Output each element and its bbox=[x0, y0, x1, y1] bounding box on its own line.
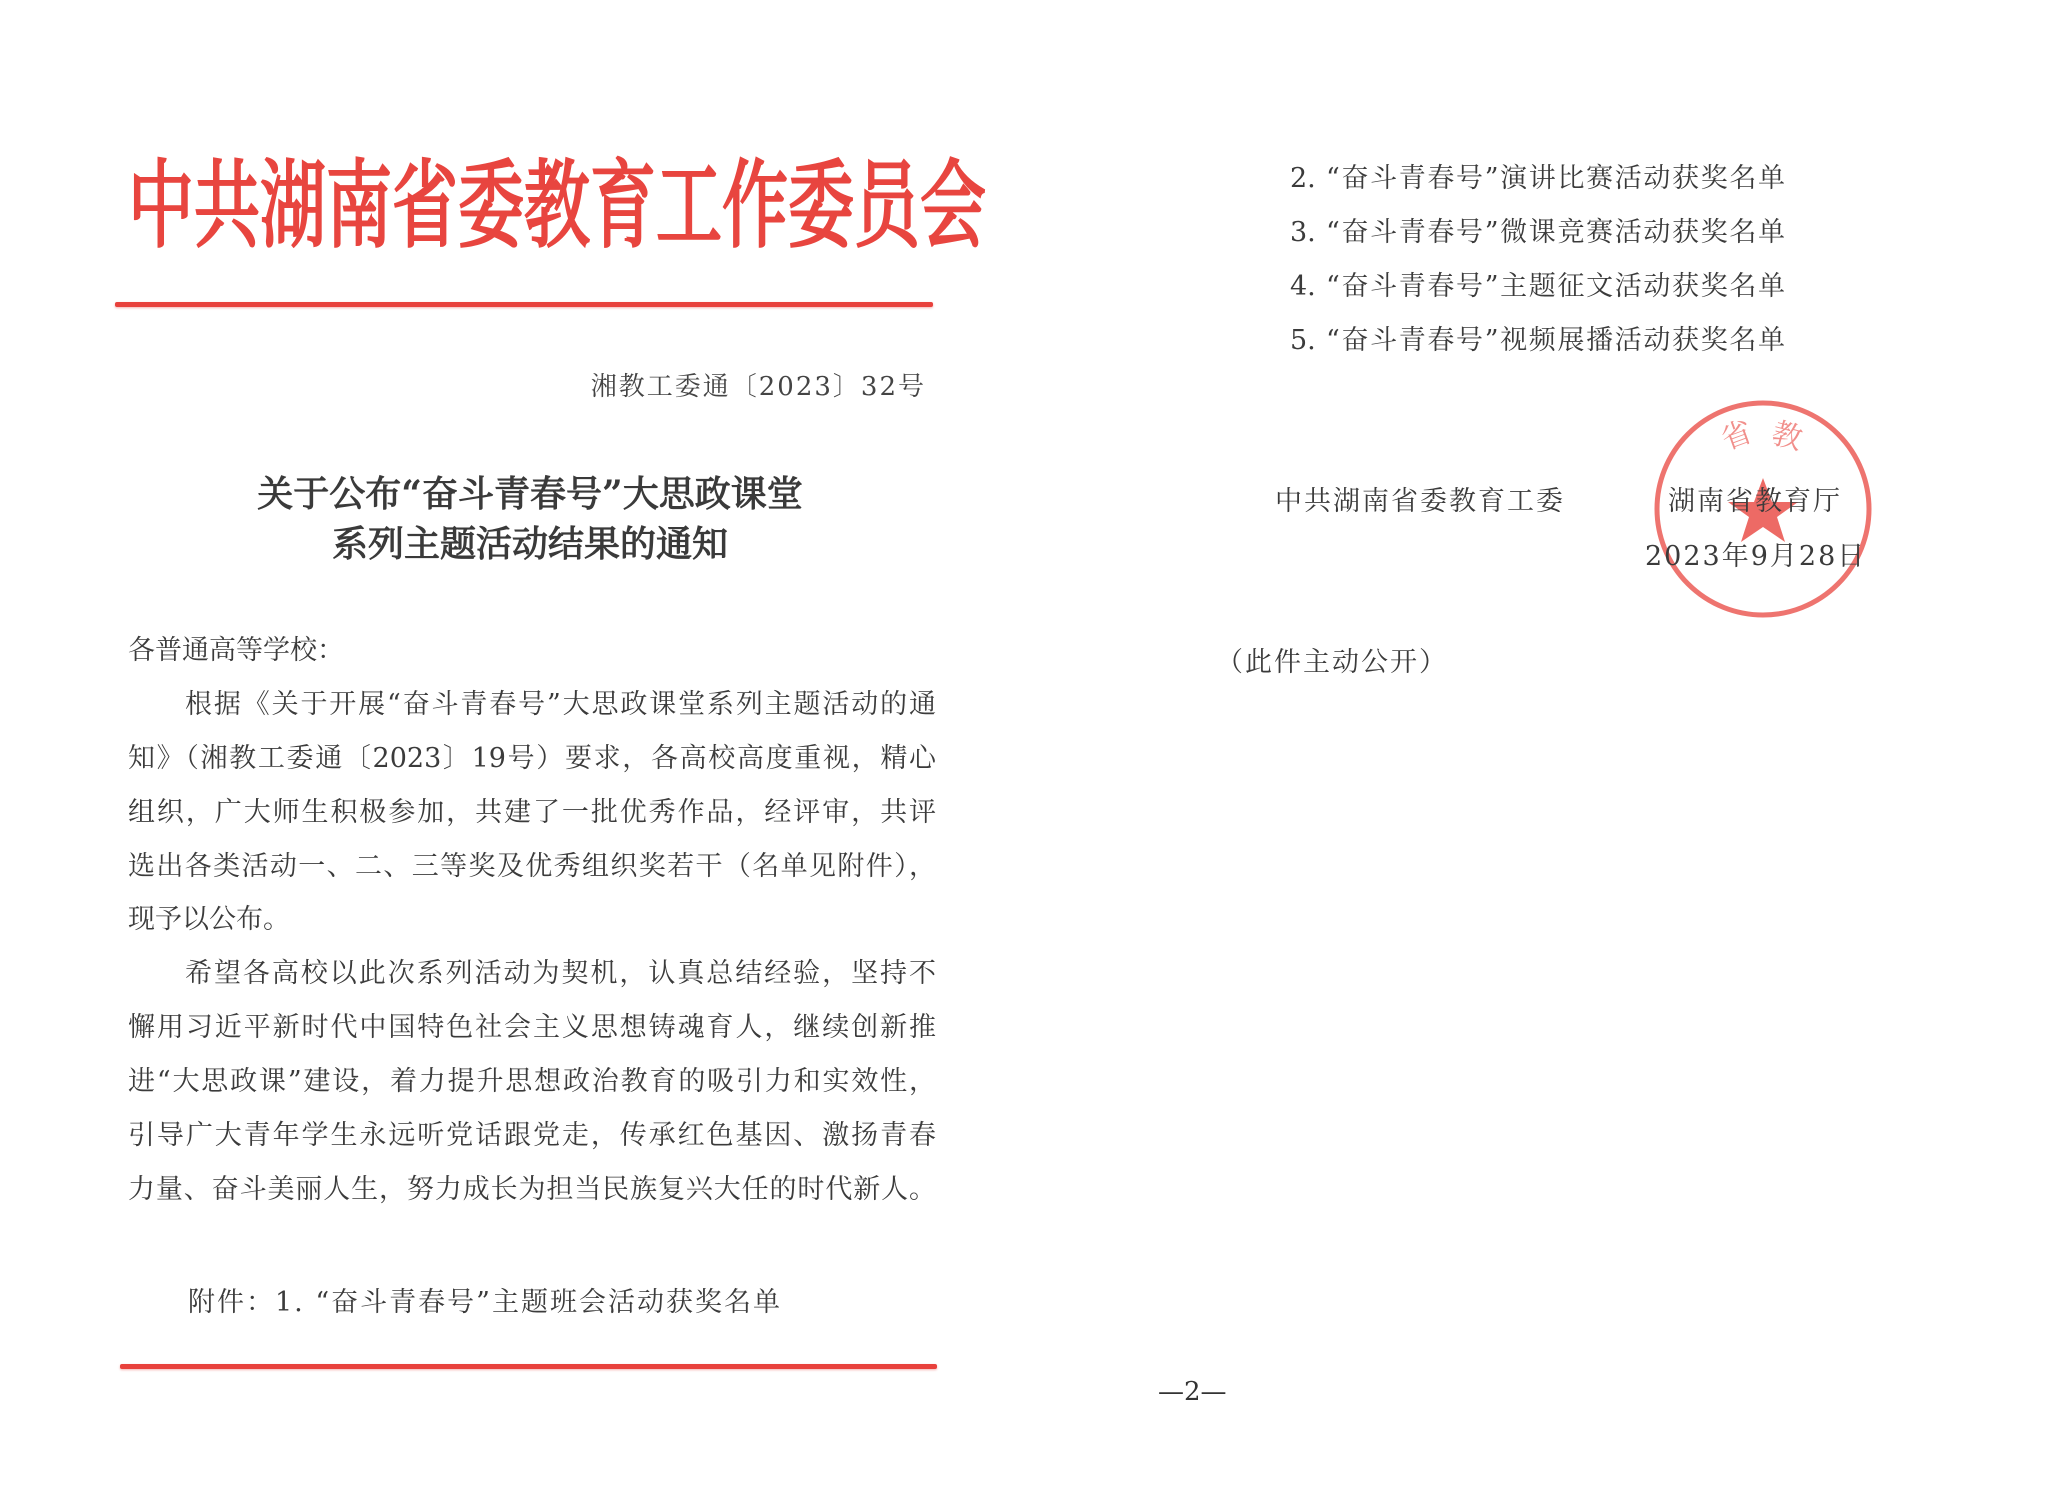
signature-right-org: 湖南省教育厅 bbox=[1668, 486, 1842, 517]
disclosure-note: （此件主动公开） bbox=[1216, 647, 1448, 678]
document-title-line-2: 系列主题活动结果的通知 bbox=[331, 523, 728, 565]
body-line: 懈用习近平新时代中国特色社会主义思想铸魂育人，继续创新推 bbox=[128, 1012, 936, 1043]
signature-left-org: 中共湖南省委教育工委 bbox=[1275, 486, 1565, 517]
body-line: 根据《关于开展“奋斗青春号”大思政课堂系列主题活动的通 bbox=[185, 689, 936, 720]
page-number: —2— bbox=[1158, 1377, 1227, 1407]
document-title-line-1: 关于公布“奋斗青春号”大思政课堂 bbox=[257, 473, 803, 515]
header-red-rule bbox=[115, 302, 933, 307]
attachment-item: 1. “奋斗青春号”主题班会活动获奖名单 bbox=[275, 1287, 782, 1318]
body-line: 知》（湘教工委通〔2023〕19号）要求，各高校高度重视，精心 bbox=[128, 743, 936, 774]
attachment-item: 4. “奋斗青春号”主题征文活动获奖名单 bbox=[1290, 271, 1785, 302]
body-line: 选出各类活动一、二、三等奖及优秀组织奖若干（名单见附件）， bbox=[128, 851, 936, 882]
attachment-item: 3. “奋斗青春号”微课竞赛活动获奖名单 bbox=[1290, 217, 1785, 248]
body-line: 力量、奋斗美丽人生，努力成长为担当民族复兴大任的时代新人。 bbox=[128, 1174, 936, 1205]
signature-date: 2023年9月28日 bbox=[1645, 541, 1867, 572]
body-line: 希望各高校以此次系列活动为契机，认真总结经验，坚持不 bbox=[185, 958, 936, 989]
issuing-org-header: 中共湖南省委教育工作委员会 bbox=[128, 148, 986, 262]
attachment-label: 附件： bbox=[188, 1287, 275, 1318]
attachment-list-first bbox=[188, 1280, 782, 1319]
body-line: 引导广大青年学生永远听党话跟党走，传承红色基因、激扬青春 bbox=[128, 1120, 936, 1151]
document-number: 湘教工委通〔2023〕32号 bbox=[590, 372, 926, 402]
svg-text:省: 省 bbox=[1716, 414, 1757, 458]
attachment-item: 2. “奋斗青春号”演讲比赛活动获奖名单 bbox=[1290, 163, 1785, 194]
salutation: 各普通高等学校： bbox=[128, 635, 344, 666]
svg-text:教: 教 bbox=[1767, 415, 1806, 458]
footer-red-rule bbox=[120, 1364, 937, 1369]
body-line: 组织，广大师生积极参加，共建了一批优秀作品，经评审，共评 bbox=[128, 797, 936, 828]
body-line: 现予以公布。 bbox=[128, 904, 290, 935]
body-line: 进“大思政课”建设，着力提升思想政治教育的吸引力和实效性， bbox=[128, 1066, 936, 1097]
attachment-item: 5. “奋斗青春号”视频展播活动获奖名单 bbox=[1290, 325, 1785, 356]
